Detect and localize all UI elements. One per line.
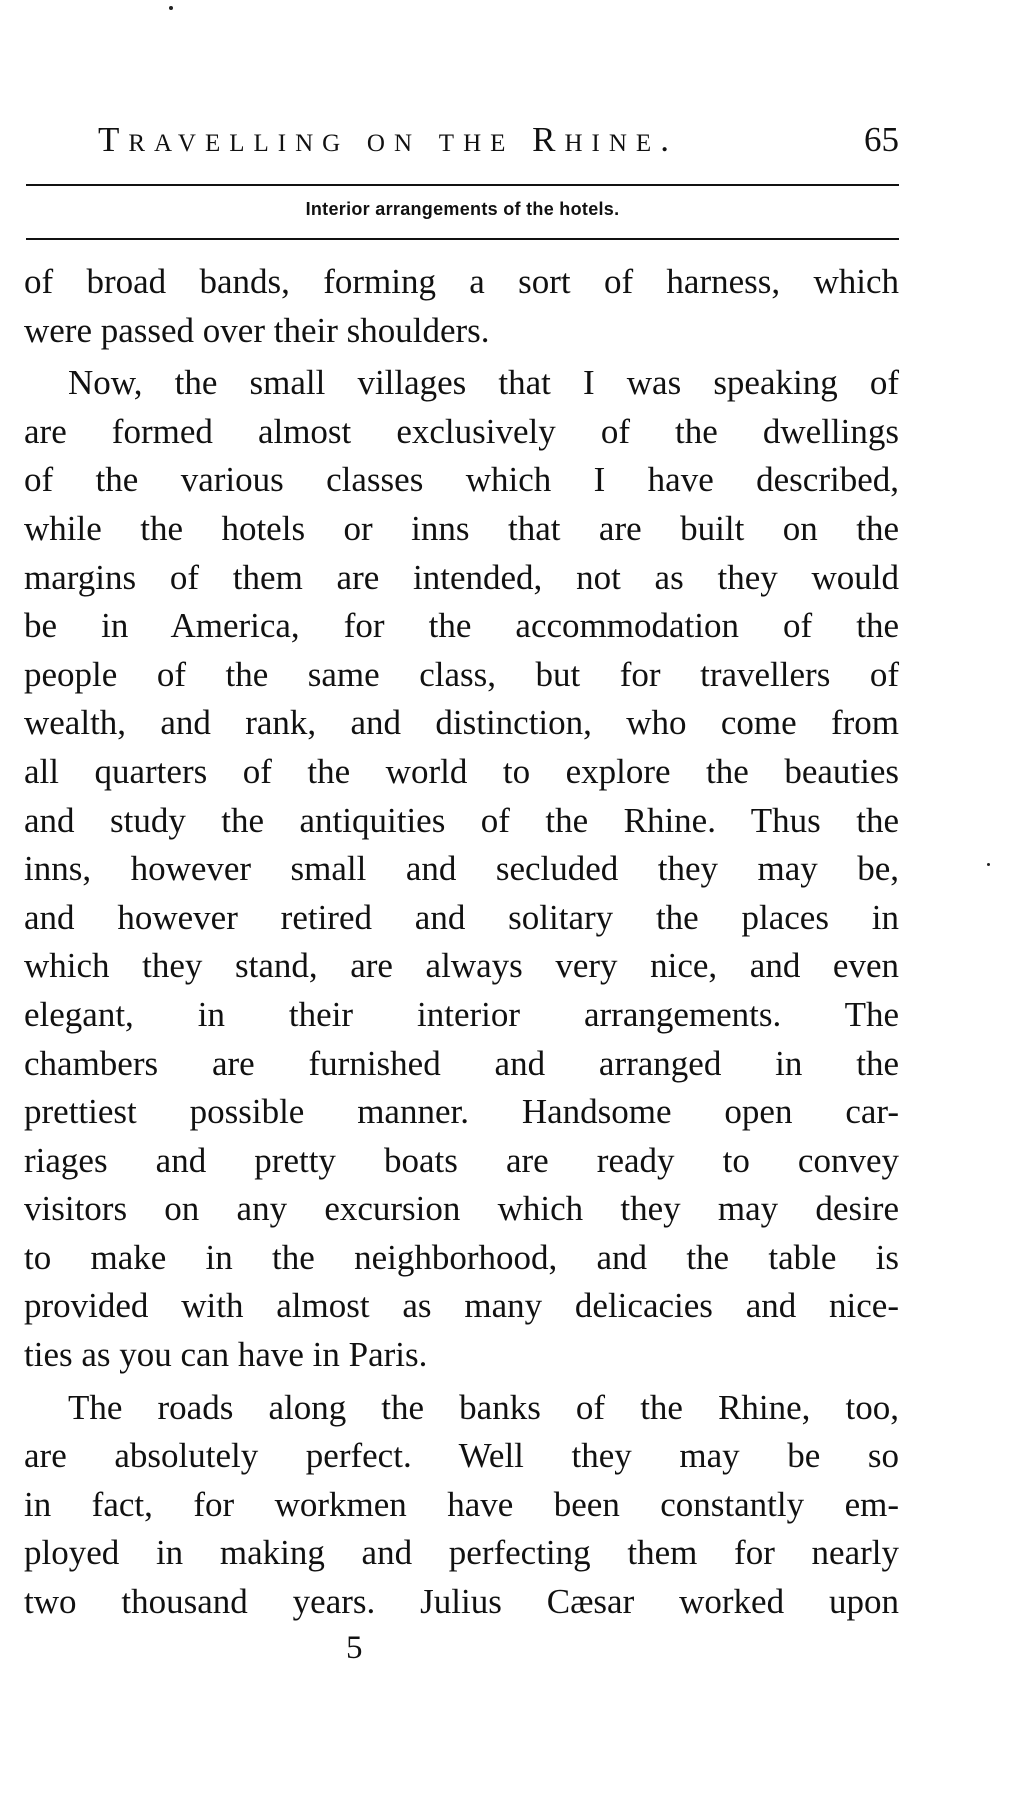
text-line: ployed in making and perfecting them for nearly	[24, 1533, 899, 1573]
text-line: inns, however small and secluded they may be,	[24, 849, 899, 889]
text-line: be in America, for the accommodation of the	[24, 606, 899, 646]
text-line: all quarters of the world to explore the beauties	[24, 751, 899, 791]
text-line: wealth, and rank, and distinction, who come from	[24, 703, 899, 743]
text-line: and however retired and solitary the places in	[24, 897, 899, 937]
paragraph	[24, 359, 899, 1379]
text-line: were passed over their shoulders.	[24, 310, 490, 350]
text-line: prettiest possible manner. Handsome open car-	[24, 1092, 899, 1132]
section-subheading: Interior arrangements of the hotels.	[305, 199, 620, 219]
text-line: chambers are furnished and arranged in the	[24, 1043, 899, 1083]
text-line: elegant, in their interior arrangements. The	[24, 994, 899, 1034]
body-text	[24, 258, 899, 1627]
text-line: two thousand years. Julius Cæsar worked upon	[24, 1582, 899, 1622]
paragraph	[24, 1384, 899, 1627]
text-line: riages and pretty boats are ready to convey	[24, 1140, 899, 1180]
header-rule-bottom	[26, 238, 899, 240]
running-title: Travelling on the Rhine.	[98, 120, 678, 159]
text-line: of the various classes which I have described,	[24, 460, 899, 500]
ink-speck	[987, 863, 990, 866]
page-number: 65	[864, 120, 899, 159]
text-line: ties as you can have in Paris.	[24, 1335, 428, 1375]
text-line: in fact, for workmen have been constantly em-	[24, 1484, 899, 1524]
header-rule-top	[26, 184, 899, 186]
text-line: to make in the neighborhood, and the table is	[24, 1237, 899, 1277]
text-line: are formed almost exclusively of the dwellings	[24, 411, 899, 451]
text-line: provided with almost as many delicacies and nice-	[24, 1286, 899, 1326]
text-line: The roads along the banks of the Rhine, too,	[68, 1387, 899, 1427]
running-header	[26, 112, 899, 172]
text-line: visitors on any excursion which they may desire	[24, 1189, 899, 1229]
text-line: which they stand, are always very nice, and even	[24, 946, 899, 986]
signature-mark: 5	[346, 1630, 363, 1666]
text-line: Now, the small villages that I was speaking of	[68, 363, 899, 403]
text-line: margins of them are intended, not as they would	[24, 557, 899, 597]
ink-speck	[169, 6, 173, 10]
text-line: while the hotels or inns that are built on the	[24, 508, 899, 548]
text-line: and study the antiquities of the Rhine. Thus the	[24, 800, 899, 840]
text-line: are absolutely perfect. Well they may be so	[24, 1436, 899, 1476]
text-line: people of the same class, but for travellers of	[24, 654, 899, 694]
paragraph	[24, 258, 899, 355]
text-line: of broad bands, forming a sort of harness, which	[24, 262, 899, 301]
